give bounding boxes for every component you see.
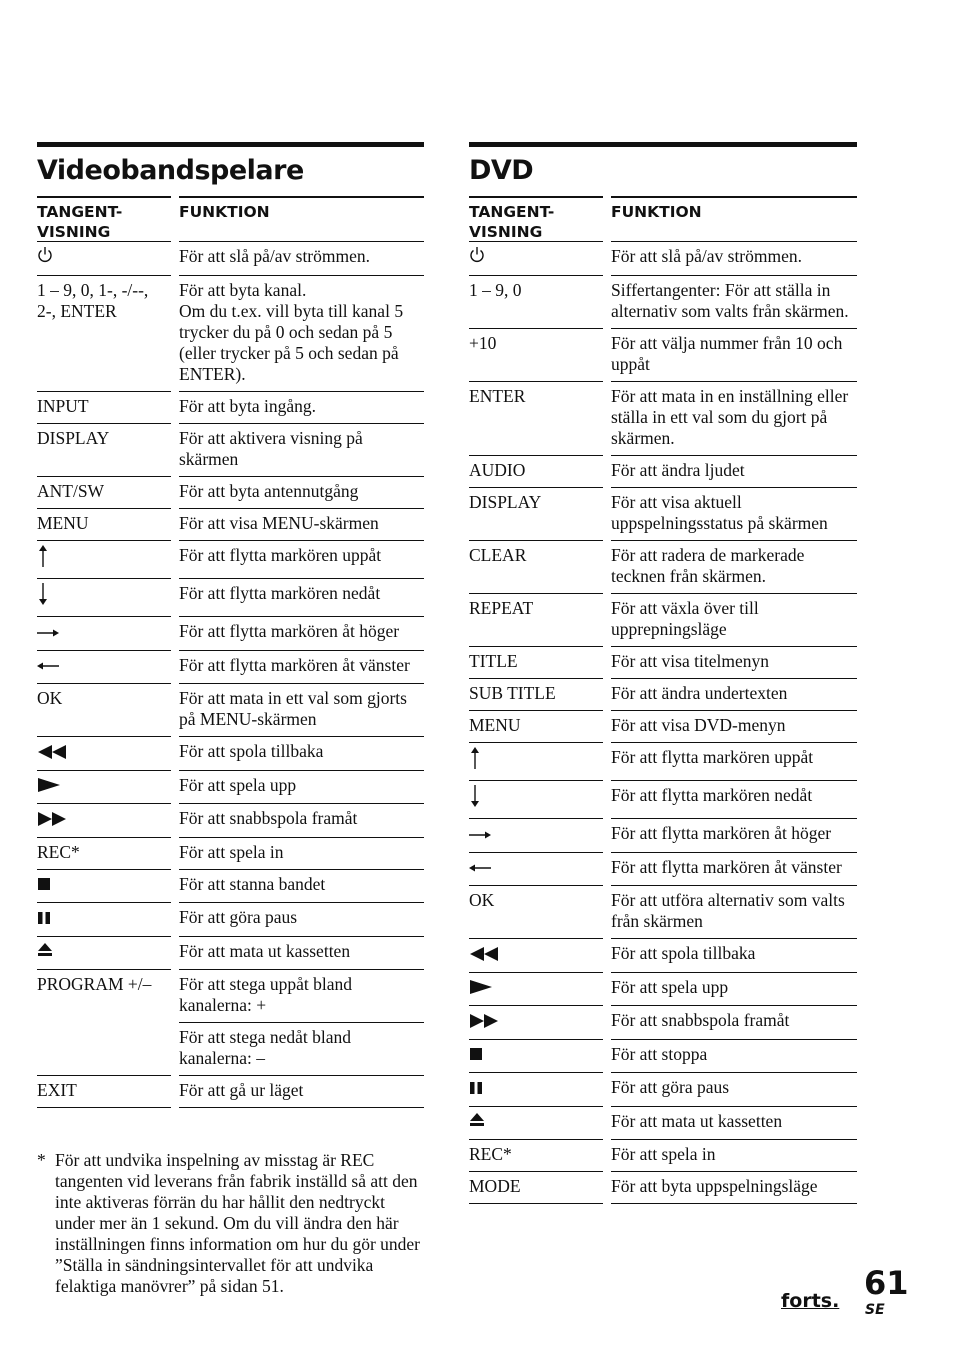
row-key — [469, 780, 603, 818]
row-function: För att stoppa — [611, 1039, 857, 1072]
row-key — [469, 1072, 603, 1105]
arrow-right-icon — [37, 623, 59, 644]
row-function: För att flytta markören nedåt — [179, 578, 424, 616]
table-row — [37, 1022, 424, 1075]
footnote-text: För att undvika inspelning av misstag är REC tangenten vid leverans från fabrik inställd så att den inte aktiveras förrän du har hållit den nedtryckt under mer än 1 sekund. Om du vill ändra den här inställningen finns information om hur du gör under ”Ställa in sändningsintervallet för att undvika felaktiga manövrer” på sidan 51. — [55, 1150, 421, 1297]
section-rule — [37, 142, 424, 147]
table-row — [469, 852, 857, 885]
table-row — [37, 391, 424, 423]
row-key — [37, 837, 171, 869]
row-key — [469, 455, 603, 487]
row-key-text: 1 – 9, 0 — [469, 280, 522, 301]
table-row — [37, 241, 424, 275]
row-function: För att flytta markören åt höger — [179, 616, 424, 649]
table-row — [37, 650, 424, 683]
continued-label: forts. — [781, 1290, 840, 1312]
table-end-rule — [469, 1203, 857, 1204]
row-key — [469, 885, 603, 938]
row-key — [469, 678, 603, 710]
table-row — [37, 423, 424, 476]
page-number: 61 — [864, 1264, 909, 1302]
footnote — [37, 1150, 424, 1297]
row-function: För att spela upp — [179, 770, 424, 803]
row-key-text: MENU — [469, 715, 521, 736]
header-function: FUNKTION — [179, 196, 424, 241]
row-key-text: TITLE — [469, 651, 518, 672]
row-key — [469, 742, 603, 780]
eject-icon — [37, 942, 53, 963]
table-row — [37, 683, 424, 736]
row-key-text: AUDIO — [469, 460, 526, 481]
row-key — [37, 869, 171, 902]
header-function: FUNKTION — [611, 196, 857, 241]
arrow-left-icon — [37, 656, 59, 677]
table-row — [469, 328, 857, 381]
table-row — [469, 938, 857, 971]
row-function: För att snabbspola framåt — [611, 1005, 857, 1038]
row-key — [469, 972, 603, 1005]
row-key — [37, 391, 171, 423]
table-row — [469, 710, 857, 742]
arrow-up-icon — [37, 545, 49, 572]
row-function: För att mata in en inställning eller ställa in ett val som du gjort på skärmen. — [611, 381, 857, 455]
section-title: Videobandspelare — [37, 155, 304, 186]
row-function: För att byta kanal. Om du t.ex. vill byta till kanal 5 trycker du på 0 och sedan på 5 (eller trycker på 5 och sedan på ENTER). — [179, 275, 424, 391]
row-key — [37, 650, 171, 683]
row-key — [37, 241, 171, 275]
table-row — [469, 593, 857, 646]
table-row — [37, 736, 424, 769]
row-function: För att snabbspola framåt — [179, 803, 424, 836]
table-header — [37, 196, 424, 241]
table-row — [37, 578, 424, 616]
table-row — [469, 1171, 857, 1203]
table-end-rule — [37, 1107, 424, 1108]
row-key — [37, 1022, 171, 1075]
rewind-icon — [469, 945, 499, 966]
table-row — [469, 487, 857, 540]
table-row — [469, 1106, 857, 1139]
table-row — [469, 381, 857, 455]
row-function: För att stega uppåt bland kanalerna: + — [179, 969, 424, 1022]
arrow-up-icon — [469, 747, 481, 774]
table-header — [469, 196, 857, 241]
row-key-text: PROGRAM +/– — [37, 974, 152, 995]
row-function: För att mata in ett val som gjorts på MENU-skärmen — [179, 683, 424, 736]
row-function: För att stega nedåt bland kanalerna: – — [179, 1022, 424, 1075]
row-function: För att visa titelmenyn — [611, 646, 857, 678]
row-function: För att göra paus — [611, 1072, 857, 1105]
row-key-text: OK — [37, 688, 63, 709]
row-key-text: ANT/SW — [37, 481, 105, 502]
row-function: För att flytta markören nedåt — [611, 780, 857, 818]
row-function: För att flytta markören åt höger — [611, 818, 857, 851]
row-key — [469, 381, 603, 455]
row-key-text: CLEAR — [469, 545, 527, 566]
table-row — [37, 1075, 424, 1107]
dvd-table-body — [469, 241, 857, 1203]
row-key — [37, 902, 171, 935]
row-function: För att spela in — [611, 1139, 857, 1171]
row-key — [469, 593, 603, 646]
table-row — [37, 969, 424, 1022]
row-function: För att aktivera visning på skärmen — [179, 423, 424, 476]
row-function: För att spola tillbaka — [179, 736, 424, 769]
power-icon — [469, 246, 485, 269]
row-key — [469, 1139, 603, 1171]
row-key-text: DISPLAY — [469, 492, 542, 513]
arrow-down-icon — [469, 785, 481, 812]
arrow-right-icon — [469, 825, 491, 846]
row-key — [469, 241, 603, 275]
row-key — [469, 646, 603, 678]
row-key-text: MODE — [469, 1176, 521, 1197]
row-key — [37, 736, 171, 769]
row-function: För att byta uppspelningsläge — [611, 1171, 857, 1203]
table-row — [469, 540, 857, 593]
row-key — [469, 1106, 603, 1139]
fast-forward-icon — [37, 810, 67, 831]
row-key — [469, 328, 603, 381]
table-row — [469, 455, 857, 487]
table-row — [469, 1005, 857, 1038]
row-key — [469, 1171, 603, 1203]
table-row — [37, 476, 424, 508]
table-row — [469, 742, 857, 780]
table-row — [37, 837, 424, 869]
table-row — [37, 508, 424, 540]
table-row — [469, 972, 857, 1005]
row-function: För att göra paus — [179, 902, 424, 935]
table-row — [469, 885, 857, 938]
row-function: För att spela in — [179, 837, 424, 869]
play-icon — [37, 776, 61, 797]
row-function: För att slå på/av strömmen. — [179, 241, 424, 275]
row-key — [37, 578, 171, 616]
power-icon — [37, 246, 53, 269]
row-function: För att flytta markören uppåt — [179, 540, 424, 578]
row-function: För att flytta markören uppåt — [611, 742, 857, 780]
row-function: För att mata ut kassetten — [611, 1106, 857, 1139]
row-function: För att slå på/av strömmen. — [611, 241, 857, 275]
row-key — [469, 540, 603, 593]
table-row — [469, 818, 857, 851]
row-key — [37, 1075, 171, 1107]
eject-icon — [469, 1112, 485, 1133]
language-code: SE — [865, 1302, 885, 1318]
row-function: För att ändra ljudet — [611, 455, 857, 487]
row-function: För att spela upp — [611, 972, 857, 1005]
play-icon — [469, 978, 493, 999]
table-row — [469, 275, 857, 328]
header-key: TANGENT- VISNING — [37, 196, 171, 241]
row-key — [37, 275, 171, 391]
row-function: Siffertangenter: För att ställa in alternativ som valts från skärmen. — [611, 275, 857, 328]
row-function: För att flytta markören åt vänster — [179, 650, 424, 683]
table-row — [37, 770, 424, 803]
section-rule — [469, 142, 857, 147]
row-key-text: DISPLAY — [37, 428, 110, 449]
row-function: För att växla över till upprepningsläge — [611, 593, 857, 646]
dvd-section — [469, 142, 857, 1204]
row-key-text: INPUT — [37, 396, 89, 417]
row-function: För att välja nummer från 10 och uppåt — [611, 328, 857, 381]
row-function: För att stanna bandet — [179, 869, 424, 902]
row-key — [37, 540, 171, 578]
row-function: För att byta ingång. — [179, 391, 424, 423]
row-key — [469, 938, 603, 971]
row-function: För att flytta markören åt vänster — [611, 852, 857, 885]
row-function: För att gå ur läget — [179, 1075, 424, 1107]
row-key — [469, 852, 603, 885]
row-key — [469, 275, 603, 328]
table-row — [37, 540, 424, 578]
row-key — [37, 683, 171, 736]
row-function: För att radera de markerade tecknen från skärmen. — [611, 540, 857, 593]
row-function: För att visa MENU-skärmen — [179, 508, 424, 540]
row-key — [37, 770, 171, 803]
table-row — [469, 780, 857, 818]
header-key: TANGENT- VISNING — [469, 196, 603, 241]
row-key-text: SUB TITLE — [469, 683, 556, 704]
pause-icon — [37, 909, 51, 930]
stop-icon — [37, 875, 51, 896]
table-row — [37, 869, 424, 902]
row-key-text: MENU — [37, 513, 89, 534]
row-key — [37, 423, 171, 476]
row-key — [37, 616, 171, 649]
row-key — [37, 508, 171, 540]
rewind-icon — [37, 743, 67, 764]
table-row — [37, 616, 424, 649]
row-key-text: REC* — [37, 841, 80, 862]
row-key — [469, 818, 603, 851]
arrow-down-icon — [37, 583, 49, 610]
row-function: För att spola tillbaka — [611, 938, 857, 971]
row-key-text: 1 – 9, 0, 1-, -/--, 2-, ENTER — [37, 280, 149, 322]
table-row — [37, 936, 424, 969]
row-key — [37, 969, 171, 1022]
row-function: För att utföra alternativ som valts från skärmen — [611, 885, 857, 938]
table-row — [37, 275, 424, 391]
row-key — [469, 710, 603, 742]
pause-icon — [469, 1079, 483, 1100]
table-row — [469, 1039, 857, 1072]
arrow-left-icon — [469, 858, 491, 879]
table-row — [469, 241, 857, 275]
vcr-section — [37, 142, 424, 1297]
row-key — [469, 1005, 603, 1038]
table-row — [37, 902, 424, 935]
row-key — [469, 1039, 603, 1072]
table-row — [469, 646, 857, 678]
row-key — [469, 487, 603, 540]
row-function: För att ändra undertexten — [611, 678, 857, 710]
row-key-text: OK — [469, 890, 495, 911]
row-key — [37, 936, 171, 969]
row-key — [37, 476, 171, 508]
table-row — [469, 678, 857, 710]
stop-icon — [469, 1045, 483, 1066]
row-key-text: REPEAT — [469, 598, 534, 619]
vcr-table-body — [37, 241, 424, 1107]
row-key-text: REC* — [469, 1144, 512, 1165]
table-row — [469, 1139, 857, 1171]
section-title: DVD — [469, 155, 534, 186]
row-key-text: EXIT — [37, 1080, 77, 1101]
footnote-mark: * — [37, 1150, 46, 1171]
row-function: För att visa aktuell uppspelningsstatus på skärmen — [611, 487, 857, 540]
table-row — [469, 1072, 857, 1105]
fast-forward-icon — [469, 1012, 499, 1033]
table-row — [37, 803, 424, 836]
row-function: För att visa DVD-menyn — [611, 710, 857, 742]
row-key-text: ENTER — [469, 386, 526, 407]
row-function: För att mata ut kassetten — [179, 936, 424, 969]
row-key-text: +10 — [469, 333, 497, 354]
row-key — [37, 803, 171, 836]
row-function: För att byta antennutgång — [179, 476, 424, 508]
